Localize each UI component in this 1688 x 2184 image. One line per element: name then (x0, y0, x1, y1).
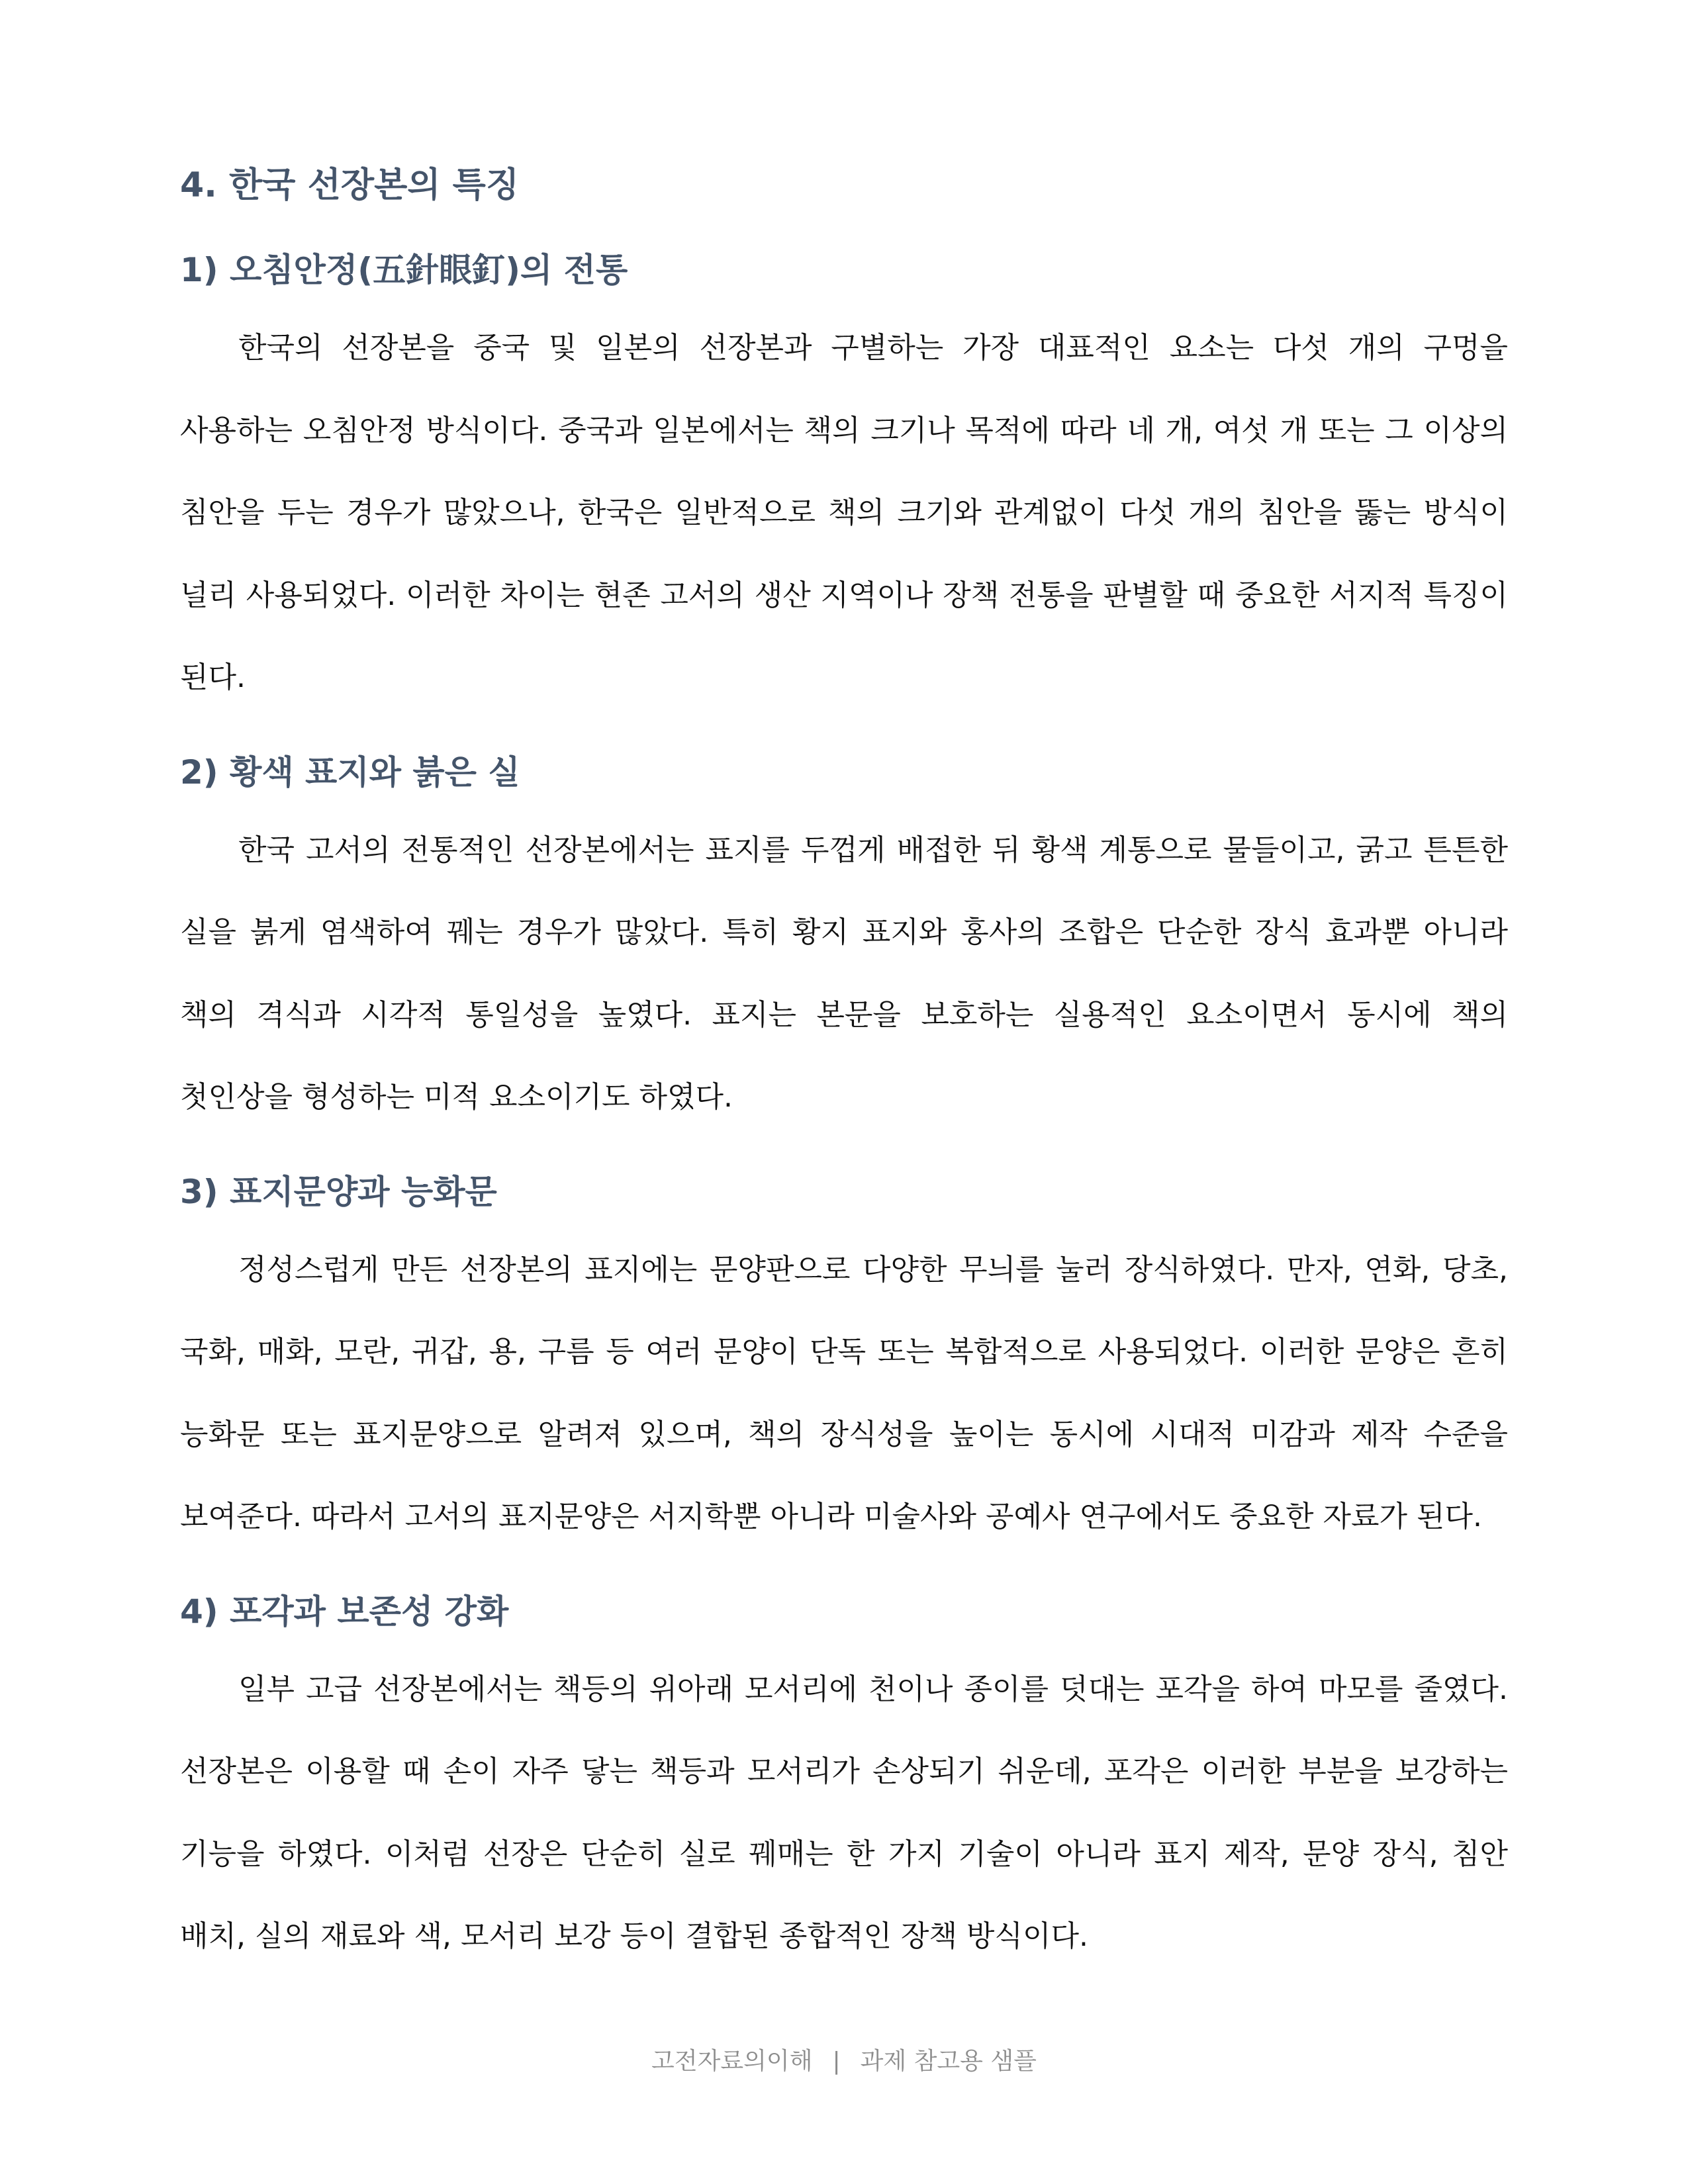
section-title: 3) 표지문양과 능화문 (180, 1172, 497, 1211)
section-paragraph: 정성스럽게 만든 선장본의 표지에는 문양판으로 다양한 무늬를 눌러 장식하였다. 만자, 연화, 당초, 국화, 매화, 모란, 귀갑, 용, 구름 등 여러 문양이 단독 또는 복합적으로 사용되었다. 이러한 문양은 흔히 능화문 또는 표지문양으로 알려져 있으며, 책의 장식성을 높이는 동시에 시대적 미감과 제작 수준을 보여준다. 따라서 고서의 표지문양은 서지학뿐 아니라 미술사와 공예사 연구에서도 중요한 자료가 된다. (180, 1252, 1508, 1533)
section-title: 1) 오침안정(五針眼釘)의 전통 (180, 251, 628, 289)
footer-separator: | (832, 2048, 841, 2075)
section-3 (180, 1165, 1508, 1559)
section-paragraph: 한국 고서의 전통적인 선장본에서는 표지를 두껍게 배접한 뒤 황색 계통으로 물들이고, 굵고 튼튼한 실을 붉게 염색하여 꿰는 경우가 많았다. 특히 황지 표지와 홍사의 조합은 단순한 장식 효과뿐 아니라 책의 격식과 시각적 통일성을 높였다. 표지는 본문을 보호하는 실용적인 요소이면서 동시에 책의 첫인상을 형성하는 미적 요소이기도 하였다. (180, 833, 1508, 1114)
section-paragraph: 한국의 선장본을 중국 및 일본의 선장본과 구별하는 가장 대표적인 요소는 다섯 개의 구멍을 사용하는 오침안정 방식이다. 중국과 일본에서는 책의 크기나 목적에 따라 네 개, 여섯 개 또는 그 이상의 침안을 두는 경우가 많았으나, 한국은 일반적으로 책의 크기와 관계없이 다섯 개의 침안을 뚫는 방식이 널리 사용되었다. 이러한 차이는 현존 고서의 생산 지역이나 장책 전통을 판별할 때 중요한 서지적 특징이 된다. (180, 331, 1508, 694)
section-1 (180, 244, 1508, 719)
section-title: 4) 포각과 보존성 강화 (180, 1592, 509, 1631)
page-content (180, 159, 1508, 2005)
footer-course-name: 고전자료의이해 (651, 2048, 813, 2075)
section-2 (180, 746, 1508, 1139)
section-4 (180, 1585, 1508, 1978)
footer-note: 과제 참고용 샘플 (860, 2048, 1037, 2075)
section-title: 2) 황색 표지와 붉은 실 (180, 752, 520, 792)
page-footer (0, 2045, 1688, 2078)
chapter-title: 4. 한국 선장본의 특징 (180, 165, 520, 205)
section-paragraph: 일부 고급 선장본에서는 책등의 위아래 모서리에 천이나 종이를 덧대는 포각을 하여 마모를 줄였다. 선장본은 이용할 때 손이 자주 닿는 책등과 모서리가 손상되기 쉬운데, 포각은 이러한 부분을 보강하는 기능을 하였다. 이처럼 선장은 단순히 실로 꿰매는 한 가지 기술이 아니라 표지 제작, 문양 장식, 침안 배치, 실의 재료와 색, 모서리 보강 등이 결합된 종합적인 장책 방식이다. (180, 1672, 1508, 1953)
